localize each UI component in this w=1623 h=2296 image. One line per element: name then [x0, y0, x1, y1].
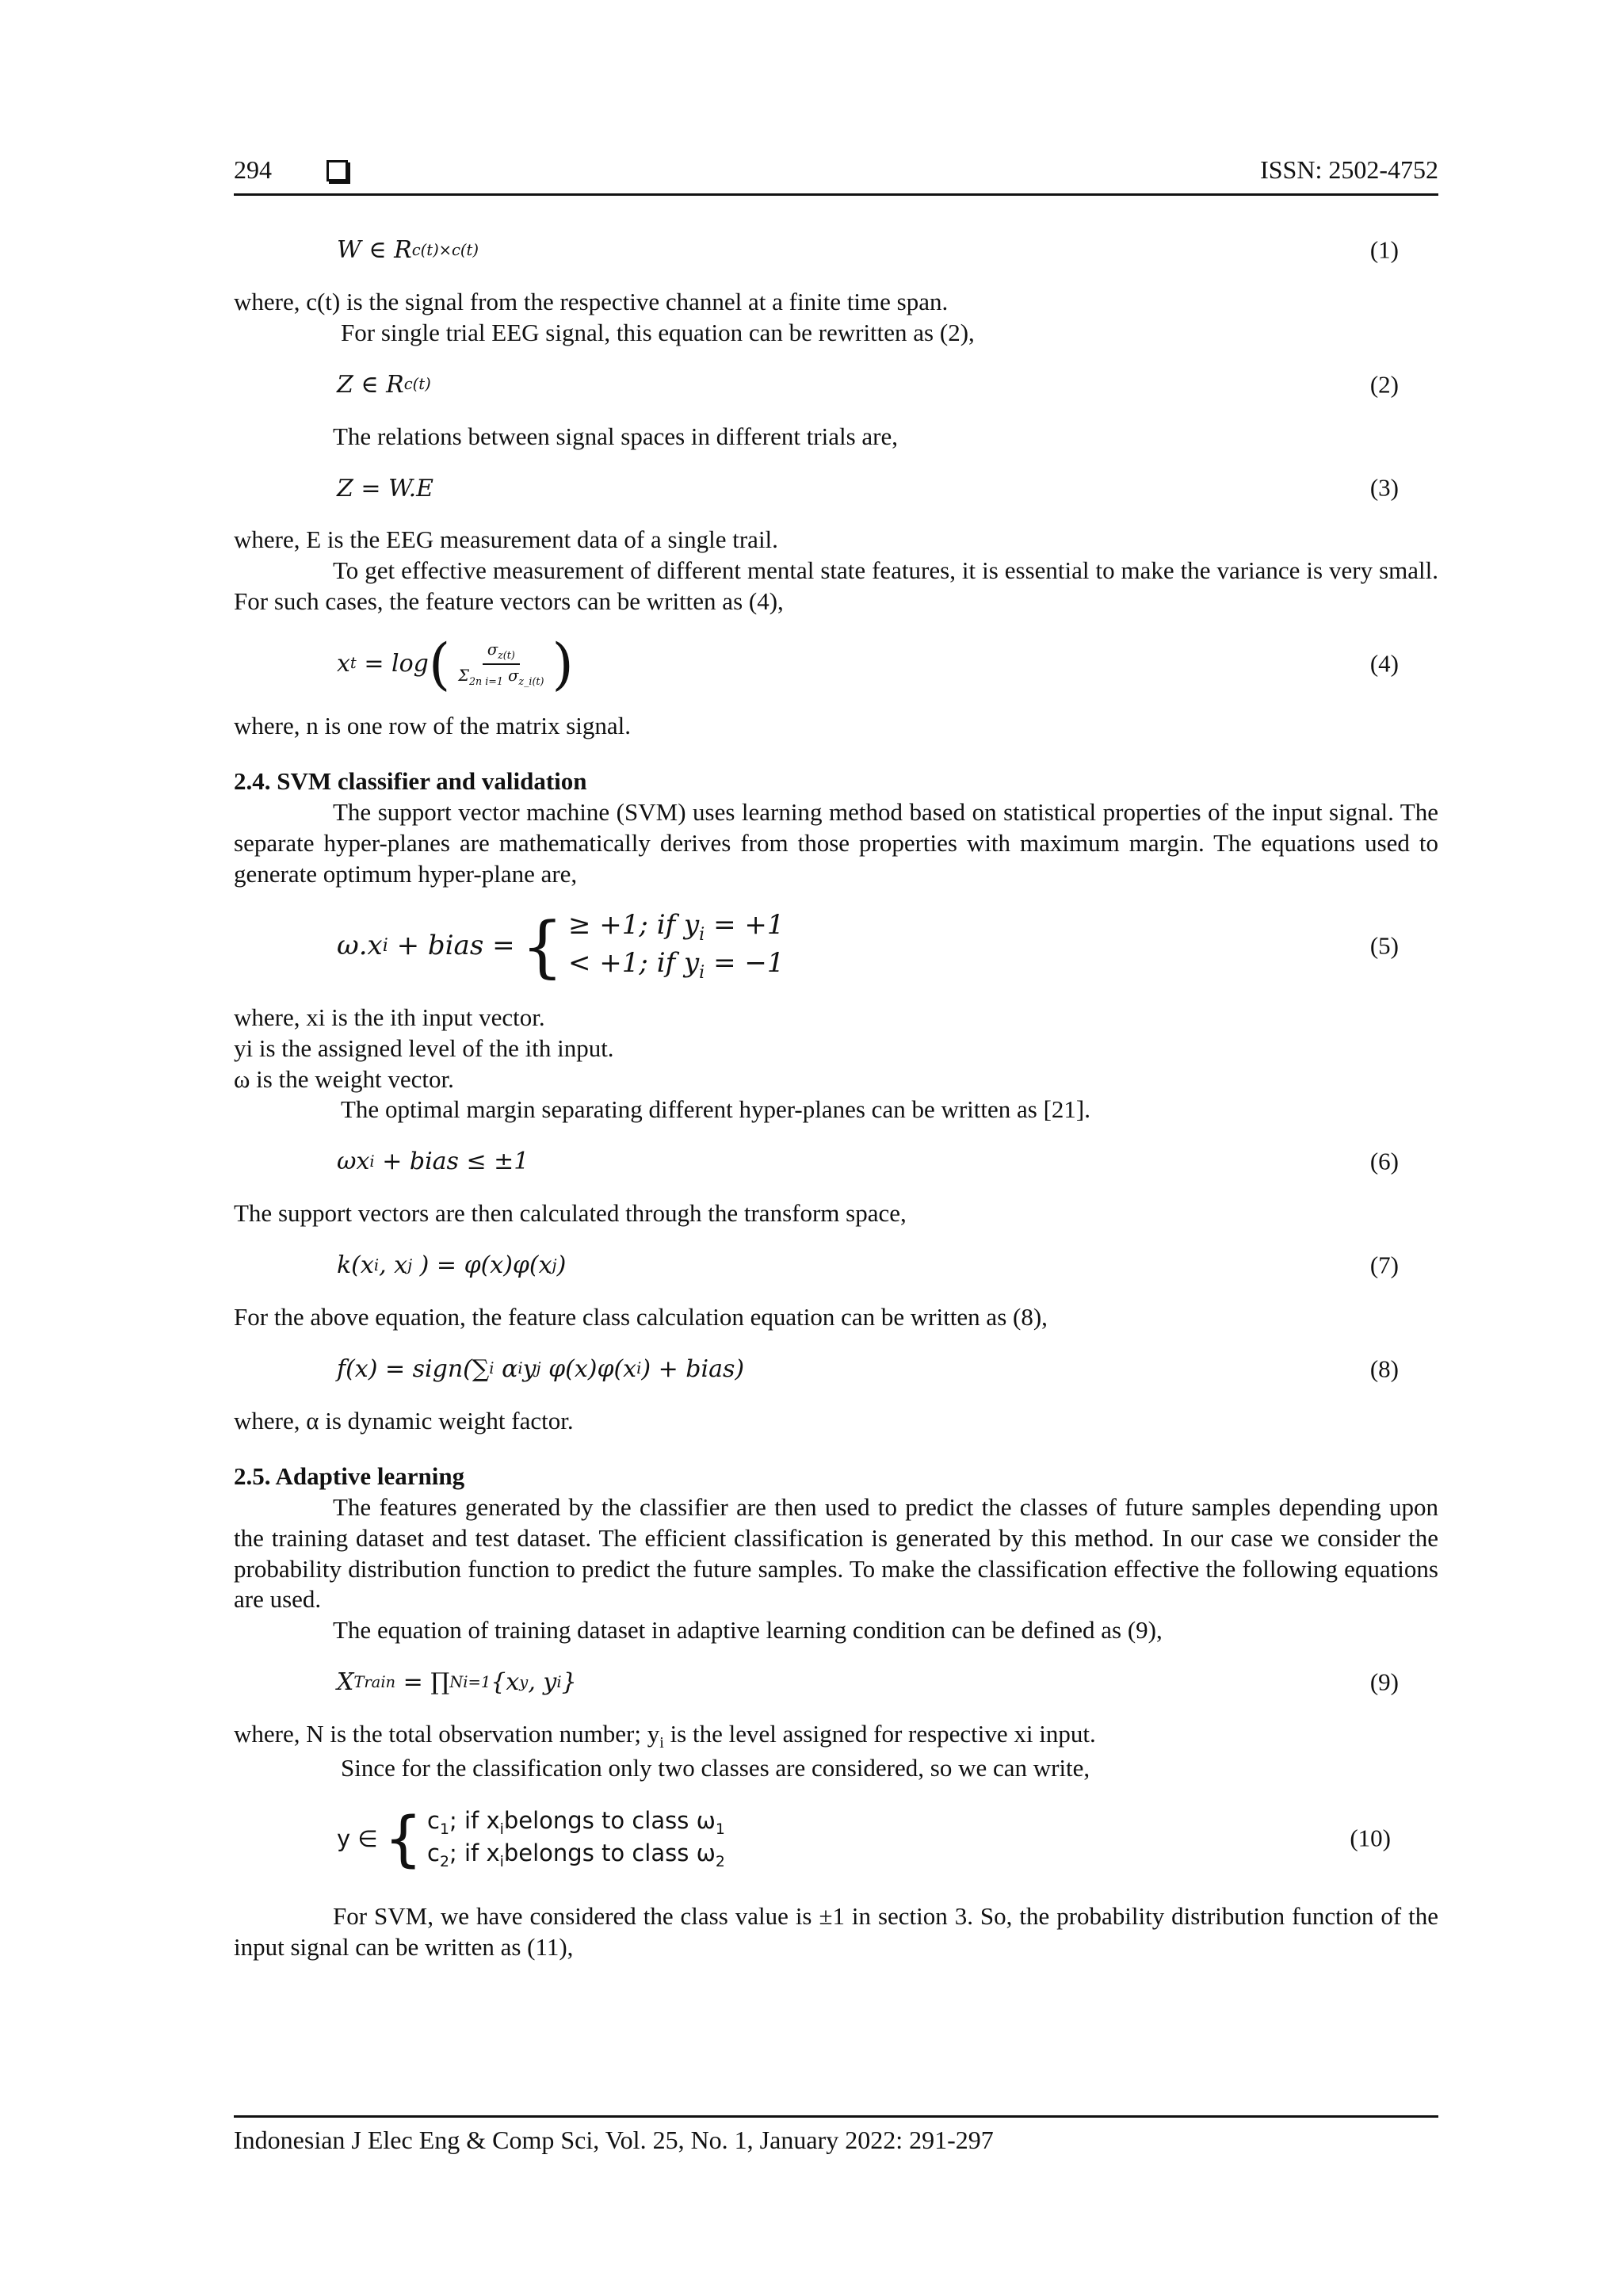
eq8-d: φ(x)φ(x: [548, 1354, 637, 1383]
eq7-a-sub: i: [373, 1255, 380, 1274]
page-number: 294: [234, 155, 272, 184]
paragraph: To get effective measurement of different mental state features, it is essential to make the variance is very small. For such cases, the feature vectors can be written as (4),: [234, 556, 1438, 615]
eq7-d: ): [556, 1251, 567, 1280]
paragraph: For SVM, we have considered the class value is ±1 in section 3. So, the probability distribution function of the input signal can be written as (11),: [234, 1901, 1438, 1961]
eq3-number: (3): [1369, 473, 1399, 502]
equation-3: [337, 471, 1438, 506]
eq7-b-sub: j: [407, 1255, 413, 1274]
issn: ISSN: 2502-4752: [1260, 155, 1438, 184]
eq5-brace: {: [521, 907, 564, 985]
eq9-a: X: [337, 1668, 354, 1697]
paragraph: [234, 1719, 1438, 1753]
eq10-number: (10): [1350, 1824, 1391, 1852]
eq10-brace: {: [384, 1802, 423, 1874]
paragraph: The optimal margin separating different hyper-planes can be written as [21].: [341, 1095, 1090, 1124]
t17-sub: i: [659, 1734, 664, 1752]
eq10-case2: c: [427, 1839, 440, 1866]
eq8-a: f(x) = sign(∑: [337, 1354, 490, 1383]
eq4-number: (4): [1369, 649, 1399, 678]
eq5-case1-sub: i: [699, 924, 705, 946]
eq10-lhs: y ∈: [337, 1824, 378, 1852]
equation-8: [337, 1352, 1438, 1387]
eq1-lhs: W ∈ R: [337, 236, 412, 265]
eq4-paren-open: (: [428, 631, 451, 697]
eq2-lhs: Z ∈ R: [337, 370, 404, 399]
eq4-fraction: [453, 640, 548, 687]
paragraph: The support vectors are then calculated through the transform space,: [234, 1199, 907, 1228]
eq4-lhs: x: [337, 649, 350, 678]
section-heading-2-4: 2.4. SVM classifier and validation: [234, 767, 587, 796]
equation-5: [337, 908, 1438, 984]
eq5-lhs-sub: i: [382, 934, 388, 956]
paragraph: where, E is the EEG measurement data of a single trail.: [234, 525, 778, 554]
eq3-body: Z = W.E: [337, 474, 434, 502]
paragraph: where, c(t) is the signal from the respective channel at a finite time span.: [234, 288, 949, 315]
eq7-b: , x: [379, 1251, 408, 1280]
eq10-case1-tail: belongs to class ω: [503, 1806, 716, 1834]
paragraph: where, n is one row of the matrix signal.: [234, 711, 632, 739]
eq10-case1-sub2: i: [499, 1820, 504, 1838]
eq9-b-sup: N: [449, 1672, 464, 1691]
eq8-e: ) + bias): [641, 1354, 745, 1383]
eq7-number: (7): [1369, 1251, 1399, 1279]
paragraph: ω is the weight vector.: [234, 1064, 454, 1093]
eq8-a-sub: i: [489, 1359, 495, 1378]
eq8-b-sub: i: [517, 1359, 523, 1378]
eq10-case1-sub3: 1: [715, 1820, 725, 1838]
paragraph: The features generated by the classifier are then used to predict the classes of future samples depending upon the training dataset and test dataset. The efficient classification is generated by this method. In our case we consider the probability distribution function to predict the future samples. To make the classification effective the following equations are used.: [234, 1493, 1438, 1614]
eq7-c-sub: j: [552, 1255, 557, 1274]
eq6-a: ωx: [337, 1148, 370, 1176]
eq4-op: = log: [364, 649, 429, 678]
equation-1: [337, 233, 1438, 268]
equation-6: [337, 1144, 1438, 1179]
eq9-c-sub: y: [519, 1672, 529, 1691]
eq1-number: (1): [1369, 235, 1399, 264]
eq10-case2-sub3: 2: [715, 1853, 725, 1870]
eq4-paren-close: ): [552, 631, 574, 697]
paragraph: where, α is dynamic weight factor.: [234, 1406, 574, 1435]
eq5-case2-sub: i: [699, 961, 705, 983]
paragraph: For single trial EEG signal, this equation can be rewritten as (2),: [341, 318, 975, 346]
page-footer: Indonesian J Elec Eng & Comp Sci, Vol. 25, No. 1, January 2022: 291-297: [234, 2115, 1438, 2155]
eq9-c: {x: [491, 1668, 520, 1697]
paragraph: The support vector machine (SVM) uses learning method based on statistical properties of the input signal. The separate hyper-planes are mathematically derives from those properties with maximum margin. The equations used to generate optimum hyper-plane are,: [234, 798, 1438, 888]
eq10-cases: [427, 1806, 725, 1872]
eq4-lhs-sub: t: [349, 654, 357, 673]
paragraph: where, xi is the ith input vector.: [234, 1003, 545, 1032]
eq9-b: = ∏: [403, 1668, 450, 1697]
eq4-den-sub: z_i(t): [518, 674, 544, 687]
eq9-e: }: [561, 1668, 577, 1697]
eq6-b: + bias ≤ ±1: [382, 1148, 529, 1176]
eq5-lhs: ω.x: [337, 930, 383, 962]
eq4-den-sigma: σ: [508, 666, 519, 685]
paragraph: The relations between signal spaces in different trials are,: [333, 422, 899, 450]
eq5-case2-rest: = −1: [713, 946, 785, 979]
eq10-case2-tail: belongs to class ω: [503, 1839, 716, 1866]
eq8-b: α: [502, 1354, 518, 1383]
eq8-number: (8): [1369, 1354, 1399, 1383]
eq4-den-sum: Σ: [458, 666, 469, 685]
paragraph: The equation of training dataset in adaptive learning condition can be defined as (9),: [333, 1616, 1163, 1645]
checkbox-glyph-icon: [327, 160, 348, 181]
eq4-num: σ: [487, 640, 498, 659]
eq9-b-sub: i=1: [463, 1672, 491, 1691]
eq5-case2: < +1; if y: [568, 946, 700, 979]
eq10-case1: c: [427, 1806, 440, 1834]
t17b: is the level assigned for respective xi input.: [663, 1719, 1096, 1748]
eq10-case1-rest: ; if x: [449, 1806, 500, 1834]
eq4-den-limits: 2n i=1: [468, 674, 503, 687]
paragraph: yi is the assigned level of the ith input.: [234, 1033, 614, 1062]
equation-9: [337, 1665, 1438, 1700]
equation-4: [337, 631, 1438, 697]
eq8-c: y: [522, 1354, 537, 1383]
eq9-number: (9): [1369, 1668, 1399, 1696]
eq9-d: , y: [528, 1668, 557, 1697]
eq5-number: (5): [1369, 931, 1399, 960]
eq6-number: (6): [1369, 1147, 1399, 1175]
eq8-c-sub: j: [536, 1359, 541, 1378]
equation-2: [337, 368, 1438, 403]
eq1-sup: c(t)×c(t): [411, 240, 479, 259]
eq10-case2-sub: 2: [439, 1853, 449, 1870]
paragraph: For the above equation, the feature class calculation equation can be written as (8),: [234, 1302, 1048, 1331]
eq7-a: k(x: [337, 1251, 374, 1280]
eq5-case1: ≥ +1; if y: [568, 909, 700, 942]
eq5-cases: [568, 908, 784, 984]
section-heading-2-5: 2.5. Adaptive learning: [234, 1462, 465, 1491]
eq2-number: (2): [1369, 370, 1399, 399]
eq9-a-sub: Train: [353, 1672, 396, 1691]
page-body: [234, 214, 1438, 1962]
eq6-a-sub: i: [369, 1152, 375, 1171]
eq7-c: ) = φ(x)φ(x: [419, 1251, 552, 1280]
paragraph: Since for the classification only two classes are considered, so we can write,: [341, 1754, 1090, 1782]
eq5-rest: + bias =: [396, 930, 515, 962]
eq8-d-sub: i: [636, 1359, 642, 1378]
equation-10: [337, 1803, 1438, 1874]
eq10-case1-sub: 1: [439, 1820, 449, 1838]
page-header: [234, 155, 1438, 196]
eq4-num-sub: z(t): [498, 648, 515, 661]
eq2-sup: c(t): [403, 375, 431, 394]
eq10-case2-sub2: i: [499, 1853, 504, 1870]
t17a: where, N is the total observation number; y: [234, 1719, 660, 1748]
eq5-case1-rest: = +1: [713, 909, 785, 942]
eq10-case2-rest: ; if x: [449, 1839, 500, 1866]
equation-7: [337, 1248, 1438, 1283]
eq9-d-sub: i: [556, 1672, 562, 1691]
